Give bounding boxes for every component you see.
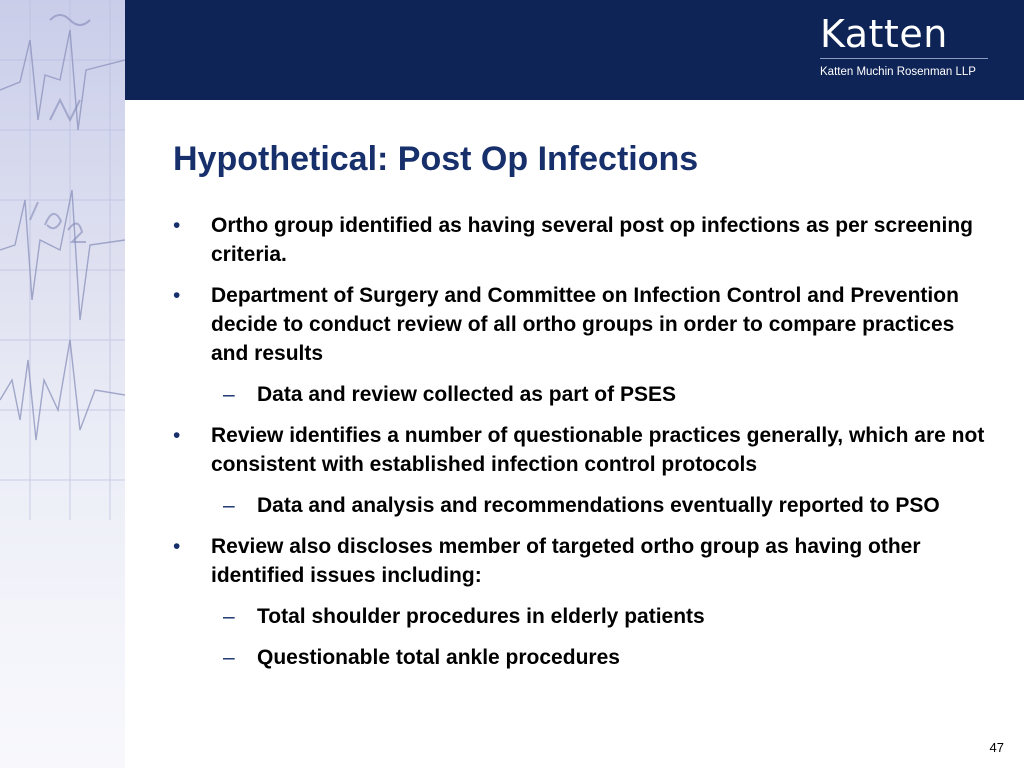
dash-icon: – <box>223 605 235 628</box>
sub-bullet-text: Data and review collected as part of PSES <box>257 383 676 406</box>
bullet-text: Review identifies a number of questionable practices generally, which are not consistent with established infection control protocols <box>211 424 985 476</box>
bullet-item <box>173 281 988 368</box>
dash-icon: – <box>223 646 235 669</box>
bullet-item <box>173 211 988 269</box>
slide-title: Hypothetical: Post Op Infections <box>173 140 699 178</box>
sub-bullet-item <box>173 643 988 672</box>
sub-bullet-text: Data and analysis and recommendations eventually reported to PSO <box>257 494 940 517</box>
header-bar <box>125 0 1024 100</box>
bullet-dot-icon: • <box>173 214 181 237</box>
bullet-dot-icon: • <box>173 284 181 307</box>
page-number: 47 <box>989 740 1004 755</box>
logo-name: Katten <box>820 12 948 56</box>
bullet-item <box>173 532 988 590</box>
sub-bullet-item <box>173 380 988 409</box>
bullet-dot-icon: • <box>173 424 181 447</box>
dash-icon: – <box>223 383 235 406</box>
sub-bullet-item <box>173 491 988 520</box>
sub-bullet-text: Questionable total ankle procedures <box>257 646 620 669</box>
dash-icon: – <box>223 494 235 517</box>
logo-subtitle: Katten Muchin Rosenman LLP <box>820 66 976 78</box>
bullet-list <box>173 211 988 684</box>
sub-bullet-text: Total shoulder procedures in elderly patients <box>257 605 705 628</box>
sub-bullet-item <box>173 602 988 631</box>
bullet-text: Review also discloses member of targeted ortho group as having other identified issues including: <box>211 535 921 587</box>
decorative-ecg-strip <box>0 0 125 768</box>
logo-divider <box>820 58 988 59</box>
bullet-dot-icon: • <box>173 535 181 558</box>
katten-logo <box>820 12 988 79</box>
bullet-item <box>173 421 988 479</box>
bullet-text: Ortho group identified as having several post op infections as per screening criteria. <box>211 214 973 266</box>
ecg-chart-graphic <box>0 0 125 768</box>
bullet-text: Department of Surgery and Committee on Infection Control and Prevention decide to conduct review of all ortho groups in order to compare practices and results <box>211 284 959 365</box>
